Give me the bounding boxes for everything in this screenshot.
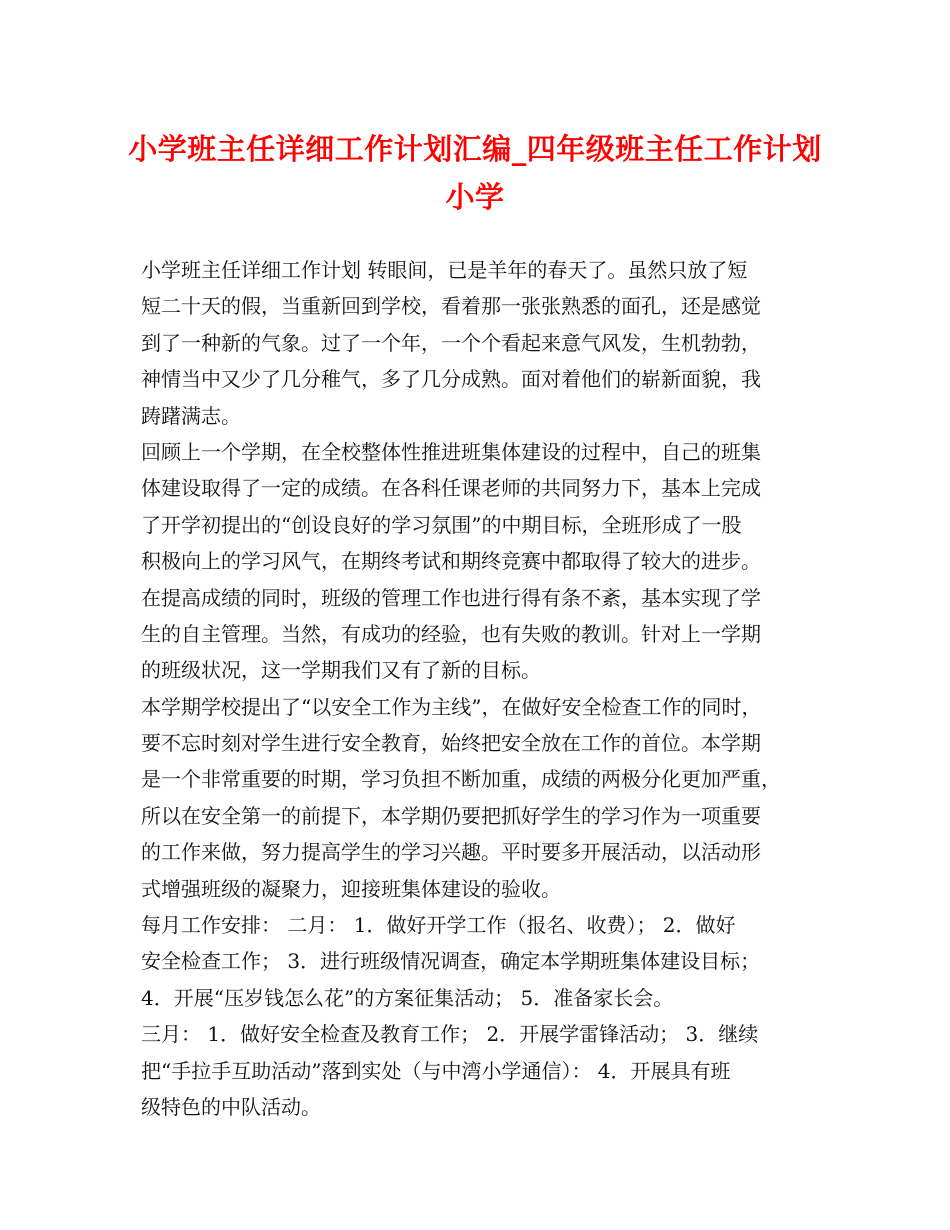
body-line: 短二十天的假，当重新回到学校，看着那一张张熟悉的面孔，还是感觉 — [141, 294, 761, 319]
body-line: 神情当中又少了几分稚气，多了几分成熟。面对着他们的崭新面貌，我 — [141, 367, 761, 392]
body-line: 回顾上一个学期，在全校整体性推进班集体建设的过程中，自己的班集 — [141, 439, 761, 464]
document-body — [141, 252, 817, 1125]
body-line: 到了一种新的气象。过了一个年，一个个看起来意气风发，生机勃勃， — [141, 330, 761, 355]
body-line: 是一个非常重要的时期，学习负担不断加重，成绩的两极分化更加严重， — [141, 767, 781, 792]
body-line: 级特色的中队活动。 — [141, 1094, 321, 1119]
body-line: 每月工作安排： 二月： 1．做好开学工作（报名、收费）； 2．做好 — [141, 913, 736, 938]
body-line: 所以在安全第一的前提下，本学期仍要把抓好学生的学习作为一项重要 — [141, 803, 761, 828]
body-line: 在提高成绩的同时，班级的管理工作也进行得有条不紊，基本实现了学 — [141, 585, 761, 610]
body-line: 把“手拉手互助活动”落到实处（与中湾小学通信）： 4．开展具有班 — [141, 1058, 731, 1083]
body-line: 安全检查工作； 3．进行班级情况调查，确定本学期班集体建设目标； — [141, 949, 761, 974]
body-line: 积极向上的学习风气，在期终考试和期终竞赛中都取得了较大的进步。 — [141, 549, 761, 574]
document-title-line-1: 小学班主任详细工作计划汇编_四年级班主任工作计划 — [128, 132, 822, 166]
body-line: 要不忘时刻对学生进行安全教育，始终把安全放在工作的首位。本学期 — [141, 731, 761, 756]
body-line: 体建设取得了一定的成绩。在各科任课老师的共同努力下，基本上完成 — [141, 476, 761, 501]
body-line: 小学班主任详细工作计划 转眼间，已是羊年的春天了。虽然只放了短 — [141, 258, 748, 282]
body-line: 踌躇满志。 — [141, 403, 241, 428]
body-line: 了开学初提出的“创设良好的学习氛围”的中期目标，全班形成了一股 — [141, 512, 742, 537]
body-line: 式增强班级的凝聚力，迎接班集体建设的验收。 — [141, 876, 561, 901]
body-line: 生的自主管理。当然，有成功的经验，也有失败的教训。针对上一学期 — [141, 621, 761, 646]
document-title-line-2: 小学 — [445, 180, 505, 214]
body-line: 4．开展“压岁钱怎么花”的方案征集活动； 5．准备家长会。 — [141, 985, 674, 1010]
body-line: 三月： 1．做好安全检查及教育工作； 2．开展学雷锋活动； 3．继续 — [141, 1022, 759, 1047]
body-line: 的工作来做，努力提高学生的学习兴趣。平时要多开展活动，以活动形 — [141, 840, 761, 865]
body-line: 本学期学校提出了“以安全工作为主线”，在做好安全检查工作的同时， — [141, 694, 762, 719]
body-line: 的班级状况，这一学期我们又有了新的目标。 — [141, 658, 541, 683]
